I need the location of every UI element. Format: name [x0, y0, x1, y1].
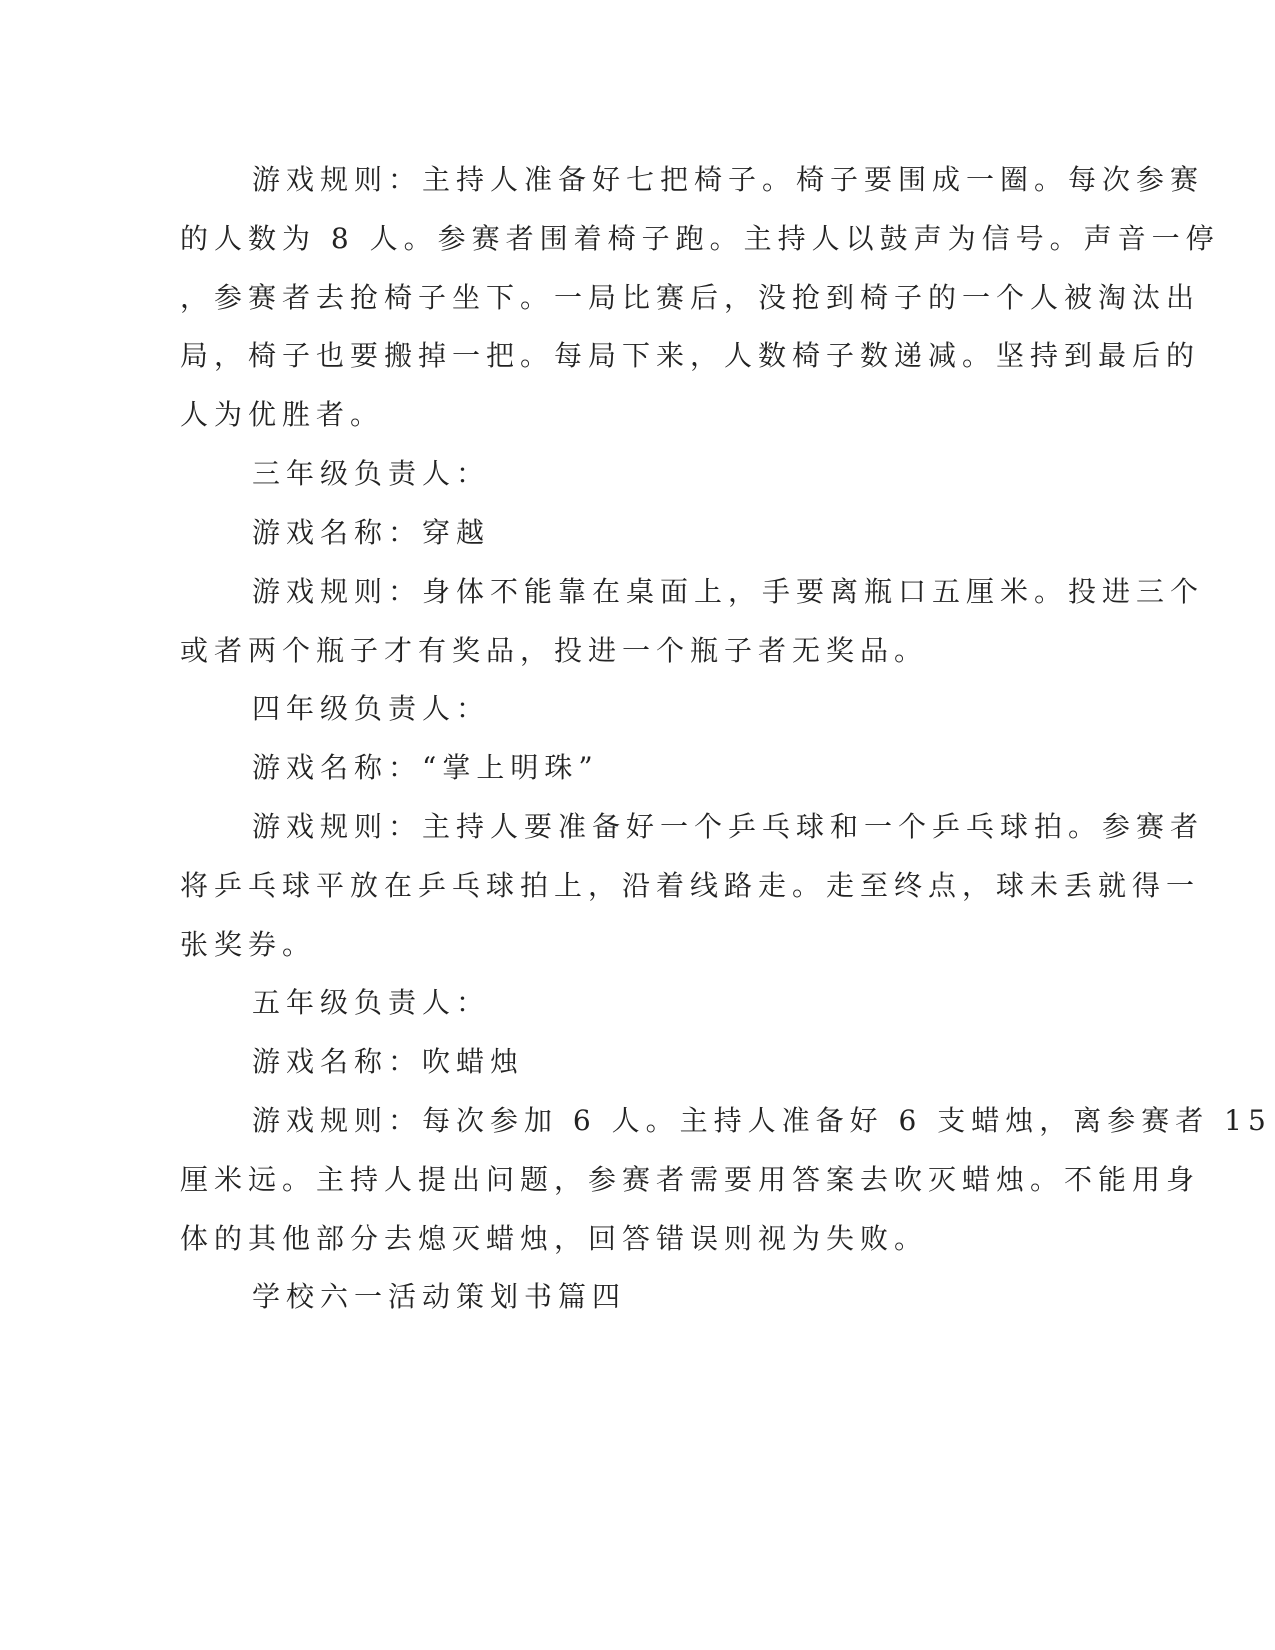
grade-5-game-name: 游戏名称：吹蜡烛 — [252, 1045, 525, 1078]
grade-3-rules-line-2: 或者两个瓶子才有奖品，投进一个瓶子者无奖品。 — [180, 634, 929, 667]
rules-paragraph-1-line-5: 人为优胜者。 — [180, 398, 385, 431]
grade-4-game-name: 游戏名称：“掌上明珠” — [252, 751, 599, 784]
rules-paragraph-1-line-1: 游戏规则：主持人准备好七把椅子。椅子要围成一圈。每次参赛 — [252, 163, 1205, 196]
grade-3-rules-line-1: 游戏规则：身体不能靠在桌面上，手要离瓶口五厘米。投进三个 — [252, 575, 1205, 608]
grade-5-rules-line-1: 游戏规则：每次参加 6 人。主持人准备好 6 支蜡烛，离参赛者 15 — [252, 1104, 1272, 1137]
grade-4-rules-line-2: 将乒乓球平放在乒乓球拍上，沿着线路走。走至终点，球未丢就得一 — [180, 869, 1201, 902]
grade-5-rules-line-2: 厘米远。主持人提出问题，参赛者需要用答案去吹灭蜡烛。不能用身 — [180, 1163, 1201, 1196]
rules-paragraph-1-line-4: 局，椅子也要搬掉一把。每局下来，人数椅子数递减。坚持到最后的 — [180, 339, 1201, 372]
rules-paragraph-1-line-2: 的人数为 8 人。参赛者围着椅子跑。主持人以鼓声为信号。声音一停 — [180, 222, 1220, 255]
grade-3-owner-heading: 三年级负责人： — [252, 457, 491, 490]
rules-paragraph-1-line-3: ，参赛者去抢椅子坐下。一局比赛后，没抢到椅子的一个人被淘汰出 — [180, 281, 1201, 314]
grade-3-game-name: 游戏名称：穿越 — [252, 516, 491, 549]
grade-4-rules-line-1: 游戏规则：主持人要准备好一个乒乓球和一个乒乓球拍。参赛者 — [252, 810, 1205, 843]
grade-4-rules-line-3: 张奖券。 — [180, 928, 317, 961]
grade-5-rules-line-3: 体的其他部分去熄灭蜡烛，回答错误则视为失败。 — [180, 1222, 929, 1255]
grade-5-owner-heading: 五年级负责人： — [252, 986, 491, 1019]
grade-4-owner-heading: 四年级负责人： — [252, 692, 491, 725]
section-title-part-4: 学校六一活动策划书篇四 — [252, 1280, 627, 1313]
